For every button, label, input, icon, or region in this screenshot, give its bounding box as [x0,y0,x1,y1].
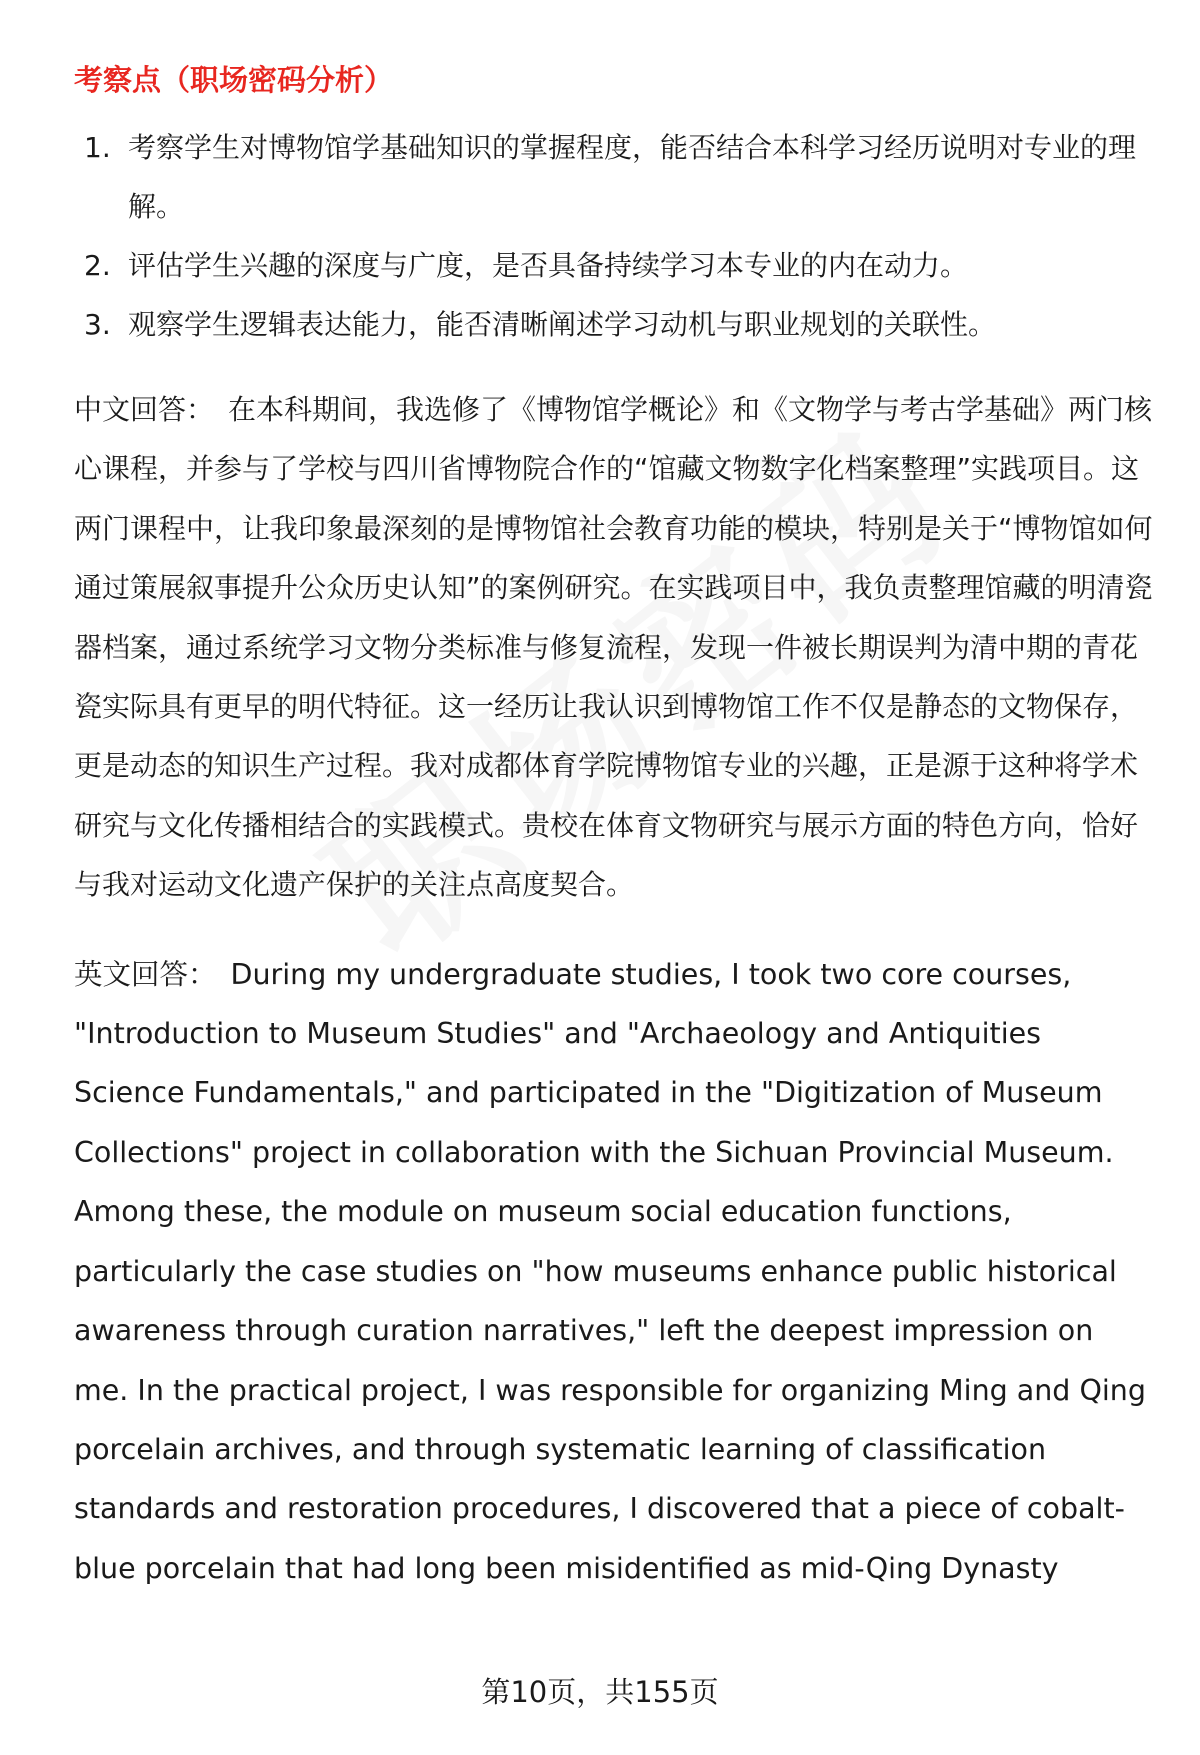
page-number: 第10页，共155页 [481,1675,719,1709]
chinese-answer [74,380,1154,915]
assessment-points-list [74,118,1154,354]
english-answer-text: During my undergraduate studies, I took two core courses, "Introduction to Museum Studies" and "Archaeology and Antiquities Science Fundamentals," and participated in the "Digitization of Museum Collections" project in collaboration with the Sichuan Provincial Museum. Among these, the module on museum social education functions, particularly the case studies on "how museums enhance public historical awareness through curation narratives," left the deepest impression on me. In the practical project, I was responsible for organizing Ming and Qing porcelain archives, and through systematic learning of classification standards and restoration procedures, I discovered that a piece of cobalt-blue porcelain that had long been misidentified as mid-Qing Dynasty [74,957,1146,1585]
list-item-number: 3. [84,308,111,341]
list-item-text: 观察学生逻辑表达能力，能否清晰阐述学习动机与职业规划的关联性。 [128,308,997,341]
list-item-number: 1. [84,131,111,164]
list-item [74,236,1154,295]
list-item-text: 考察学生对博物馆学基础知识的掌握程度，能否结合本科学习经历说明对专业的理解。 [128,131,1137,223]
list-item [74,295,1154,354]
chinese-answer-label: 中文回答： [74,393,215,426]
english-answer-label: 英文回答： [74,957,217,991]
list-item [74,118,1154,236]
list-item-number: 2. [84,249,111,282]
list-item-text: 评估学生兴趣的深度与广度，是否具备持续学习本专业的内在动力。 [128,249,969,282]
chinese-answer-text: 在本科期间，我选修了《博物馆学概论》和《文物学与考古学基础》两门核心课程，并参与了学校与四川省博物院合作的“馆藏文物数字化档案整理”实践项目。这两门课程中，让我印象最深刻的是博物馆社会教育功能的模块，特别是关于“博物馆如何通过策展叙事提升公众历史认知”的案例研究。在实践项目中，我负责整理馆藏的明清瓷器档案，通过系统学习文物分类标准与修复流程，发现一件被长期误判为清中期的青花瓷实际具有更早的明代特征。这一经历让我认识到博物馆工作不仅是静态的文物保存，更是动态的知识生产过程。我对成都体育学院博物馆专业的兴趣，正是源于这种将学术研究与文化传播相结合的实践模式。贵校在体育文物研究与展示方面的特色方向，恰好与我对运动文化遗产保护的关注点高度契合。 [74,393,1153,902]
content-area [74,52,1154,1627]
english-answer [74,945,1154,1598]
section-title: 考察点（职场密码分析） [74,63,394,97]
